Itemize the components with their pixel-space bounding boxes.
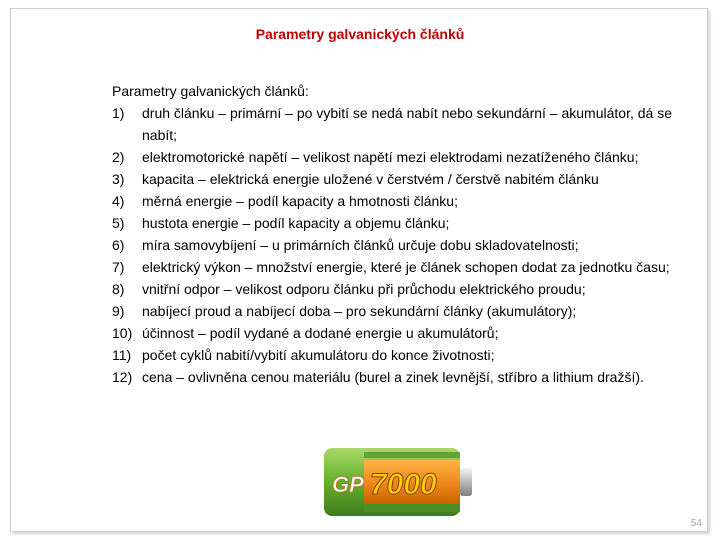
list-item — [112, 256, 702, 278]
battery-image — [318, 444, 478, 520]
list-item-text: druh článku – primární – po vybití se nedá nabít nebo sekundární – akumulátor, dá se nabít; — [142, 105, 672, 143]
list-item-number: 6) — [112, 237, 125, 253]
list-item — [112, 300, 702, 322]
list-item-text: měrná energie – podíl kapacity a hmotnosti článku; — [142, 193, 458, 209]
list-item-number: 4) — [112, 193, 125, 209]
gp-battery-illustration — [318, 444, 478, 520]
battery-brand: GP — [332, 472, 364, 497]
battery-terminal — [460, 468, 472, 496]
list-item — [112, 344, 702, 366]
list-item-text: počet cyklů nabití/vybití akumulátoru do konce životnosti; — [142, 347, 495, 363]
list-item-number: 8) — [112, 281, 125, 297]
list-item-text: nabíjecí proud a nabíjecí doba – pro sekundární články (akumulátory); — [142, 303, 577, 319]
list-item-text: kapacita – elektrická energie uložené v čerstvém / čerstvě nabitém článku — [142, 171, 599, 187]
list-item-number: 3) — [112, 171, 125, 187]
list-item-number: 10) — [112, 325, 133, 341]
list-item-number: 12) — [112, 369, 133, 385]
list-item-text: elektromotorické napětí – velikost napětí mezi elektrodami nezatíženého článku; — [142, 149, 639, 165]
list-item — [112, 322, 702, 344]
battery-capacity: 7000 — [370, 468, 437, 501]
list-item-text: elektrický výkon – množství energie, které je článek schopen dodat za jednotku času; — [142, 259, 670, 275]
list-item — [112, 212, 702, 234]
list-item — [112, 190, 702, 212]
list-item — [112, 102, 702, 146]
list-heading: Parametry galvanických článků: — [112, 83, 309, 99]
list-item-text: hustota energie – podíl kapacity a objemu článku; — [142, 215, 450, 231]
list-item-number: 5) — [112, 215, 125, 231]
parameter-list — [112, 102, 702, 388]
list-item — [112, 168, 702, 190]
list-item-number: 9) — [112, 303, 125, 319]
list-item-text: účinnost – podíl vydané a dodané energie u akumulátorů; — [142, 325, 499, 341]
page-number: 54 — [690, 518, 702, 529]
list-item-number: 1) — [112, 105, 125, 121]
list-item — [112, 278, 702, 300]
list-item-number: 11) — [112, 347, 132, 363]
list-item-number: 2) — [112, 149, 125, 165]
list-item — [112, 234, 702, 256]
list-item-text: cena – ovlivněna cenou materiálu (burel a zinek levnější, stříbro a lithium dražší). — [142, 369, 644, 385]
list-item-number: 7) — [112, 259, 125, 275]
list-item — [112, 366, 702, 388]
slide-title: Parametry galvanických článků — [255, 26, 465, 42]
list-item-text: vnitřní odpor – velikost odporu článku při průchodu elektrického proudu; — [142, 281, 586, 297]
list-item — [112, 146, 702, 168]
list-item-text: míra samovybíjení – u primárních článků určuje dobu skladovatelnosti; — [142, 237, 579, 253]
